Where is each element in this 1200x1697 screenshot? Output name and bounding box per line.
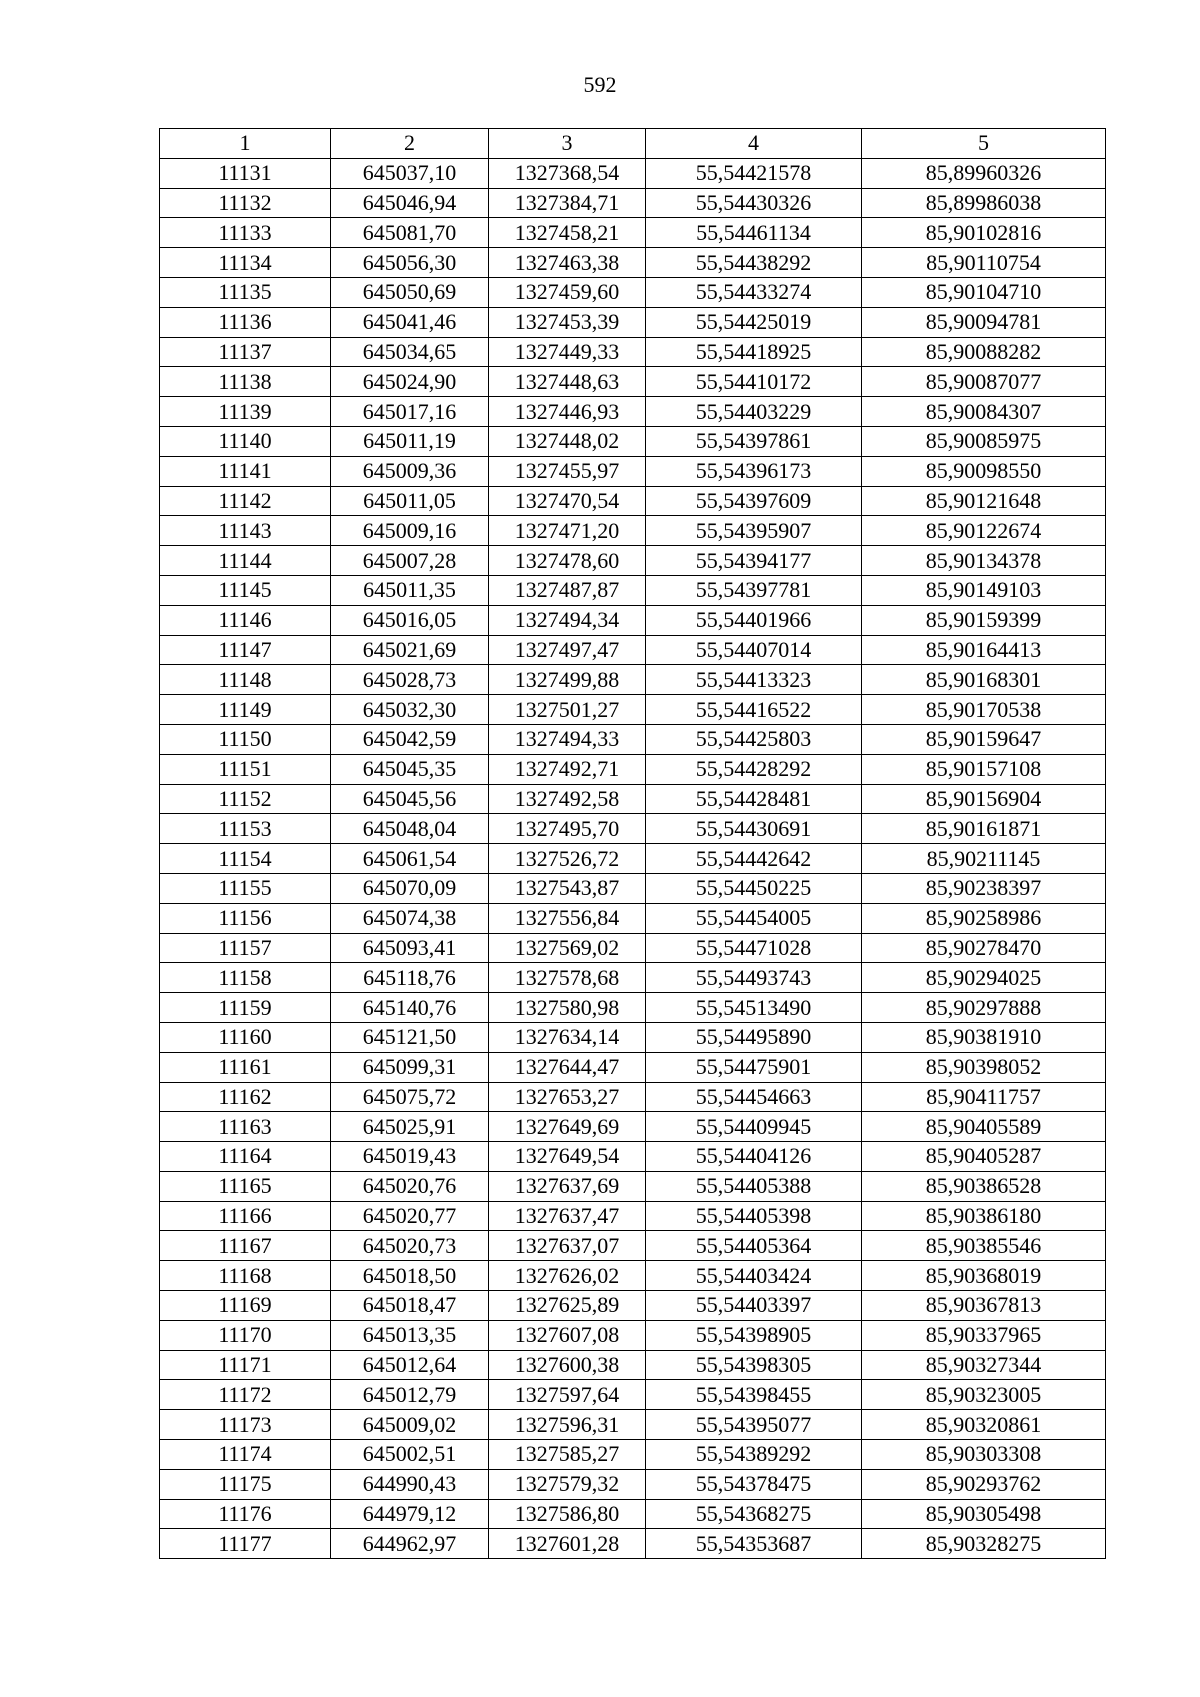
table-cell-col-1: 11167 [160, 1231, 331, 1261]
table-row [160, 307, 1106, 337]
table-cell-col-1: 11169 [160, 1291, 331, 1321]
table-cell-col-3: 1327637,69 [489, 1171, 646, 1201]
table-cell-col-3: 1327470,54 [489, 486, 646, 516]
table-cell-col-2: 645037,10 [331, 158, 489, 188]
table-cell-col-3: 1327492,71 [489, 754, 646, 784]
table-cell-col-5: 85,90411757 [862, 1082, 1106, 1112]
table-row [160, 277, 1106, 307]
table-cell-col-3: 1327368,54 [489, 158, 646, 188]
table-cell-col-4: 55,54513490 [646, 993, 862, 1023]
table-cell-col-5: 85,90157108 [862, 754, 1106, 784]
table-row [160, 1171, 1106, 1201]
table-cell-col-4: 55,54405364 [646, 1231, 862, 1261]
table-cell-col-4: 55,54495890 [646, 1022, 862, 1052]
table-cell-col-2: 645041,46 [331, 307, 489, 337]
table-cell-col-4: 55,54405398 [646, 1201, 862, 1231]
table-cell-col-4: 55,54425803 [646, 724, 862, 754]
table-cell-col-4: 55,54403424 [646, 1261, 862, 1291]
table-row [160, 456, 1106, 486]
table-cell-col-4: 55,54396173 [646, 456, 862, 486]
table-cell-col-2: 645032,30 [331, 695, 489, 725]
table-cell-col-1: 11157 [160, 933, 331, 963]
table-body [160, 158, 1106, 1558]
table-cell-col-3: 1327634,14 [489, 1022, 646, 1052]
table-row [160, 605, 1106, 635]
table-cell-col-5: 85,89960326 [862, 158, 1106, 188]
table-cell-col-4: 55,54493743 [646, 963, 862, 993]
table-cell-col-5: 85,90211145 [862, 844, 1106, 874]
table-cell-col-1: 11159 [160, 993, 331, 1023]
table-cell-col-1: 11174 [160, 1440, 331, 1470]
table-cell-col-1: 11152 [160, 784, 331, 814]
table-cell-col-5: 85,90104710 [862, 277, 1106, 307]
table-cell-col-5: 85,90398052 [862, 1052, 1106, 1082]
table-cell-col-2: 645009,16 [331, 516, 489, 546]
table-cell-col-1: 11158 [160, 963, 331, 993]
table-cell-col-4: 55,54394177 [646, 546, 862, 576]
table-cell-col-1: 11172 [160, 1380, 331, 1410]
table-cell-col-5: 85,90085975 [862, 426, 1106, 456]
table-cell-col-4: 55,54398905 [646, 1320, 862, 1350]
table-cell-col-4: 55,54409945 [646, 1112, 862, 1142]
table-cell-col-2: 645118,76 [331, 963, 489, 993]
table-cell-col-5: 85,89986038 [862, 188, 1106, 218]
column-header-1: 1 [160, 129, 331, 159]
table-cell-col-2: 645048,04 [331, 814, 489, 844]
table-cell-col-1: 11149 [160, 695, 331, 725]
table-row [160, 1410, 1106, 1440]
table-cell-col-2: 645017,16 [331, 397, 489, 427]
table-cell-col-4: 55,54405388 [646, 1171, 862, 1201]
table-row [160, 635, 1106, 665]
table-cell-col-1: 11171 [160, 1350, 331, 1380]
table-cell-col-4: 55,54397781 [646, 575, 862, 605]
table-cell-col-3: 1327471,20 [489, 516, 646, 546]
table-cell-col-3: 1327607,08 [489, 1320, 646, 1350]
table-cell-col-5: 85,90328275 [862, 1529, 1106, 1559]
table-cell-col-3: 1327448,02 [489, 426, 646, 456]
column-header-2: 2 [331, 129, 489, 159]
table-cell-col-4: 55,54410172 [646, 367, 862, 397]
table-cell-col-4: 55,54454005 [646, 903, 862, 933]
table-row [160, 1082, 1106, 1112]
table-row [160, 1291, 1106, 1321]
table-cell-col-3: 1327569,02 [489, 933, 646, 963]
table-cell-col-3: 1327543,87 [489, 873, 646, 903]
table-cell-col-1: 11168 [160, 1261, 331, 1291]
table-cell-col-5: 85,90294025 [862, 963, 1106, 993]
table-cell-col-2: 645002,51 [331, 1440, 489, 1470]
column-header-4: 4 [646, 129, 862, 159]
table-cell-col-4: 55,54353687 [646, 1529, 862, 1559]
table-cell-col-3: 1327492,58 [489, 784, 646, 814]
table-cell-col-1: 11166 [160, 1201, 331, 1231]
table-cell-col-2: 645016,05 [331, 605, 489, 635]
table-cell-col-5: 85,90149103 [862, 575, 1106, 605]
table-cell-col-1: 11138 [160, 367, 331, 397]
table-cell-col-3: 1327585,27 [489, 1440, 646, 1470]
table-cell-col-5: 85,90084307 [862, 397, 1106, 427]
table-row [160, 993, 1106, 1023]
column-header-5: 5 [862, 129, 1106, 159]
table-cell-col-5: 85,90156904 [862, 784, 1106, 814]
table-cell-col-2: 645075,72 [331, 1082, 489, 1112]
table-row [160, 1350, 1106, 1380]
table-cell-col-2: 644962,97 [331, 1529, 489, 1559]
table-cell-col-2: 645140,76 [331, 993, 489, 1023]
table-cell-col-5: 85,90168301 [862, 665, 1106, 695]
table-cell-col-5: 85,90102816 [862, 218, 1106, 248]
table-cell-col-3: 1327487,87 [489, 575, 646, 605]
table-cell-col-1: 11137 [160, 337, 331, 367]
table-cell-col-3: 1327494,34 [489, 605, 646, 635]
table-cell-col-4: 55,54395907 [646, 516, 862, 546]
table-cell-col-2: 645034,65 [331, 337, 489, 367]
table-cell-col-4: 55,54461134 [646, 218, 862, 248]
table-cell-col-4: 55,54438292 [646, 248, 862, 278]
table-cell-col-5: 85,90088282 [862, 337, 1106, 367]
table-cell-col-3: 1327653,27 [489, 1082, 646, 1112]
table-cell-col-1: 11136 [160, 307, 331, 337]
table-cell-col-2: 645009,36 [331, 456, 489, 486]
table-cell-col-5: 85,90337965 [862, 1320, 1106, 1350]
table-cell-col-4: 55,54433274 [646, 277, 862, 307]
table-cell-col-5: 85,90094781 [862, 307, 1106, 337]
table-cell-col-5: 85,90238397 [862, 873, 1106, 903]
table-cell-col-2: 645028,73 [331, 665, 489, 695]
table-row [160, 397, 1106, 427]
table-cell-col-1: 11156 [160, 903, 331, 933]
table-cell-col-1: 11163 [160, 1112, 331, 1142]
table-cell-col-2: 645012,64 [331, 1350, 489, 1380]
table-row [160, 963, 1106, 993]
header-row [160, 129, 1106, 159]
table-cell-col-4: 55,54418925 [646, 337, 862, 367]
table-cell-col-1: 11162 [160, 1082, 331, 1112]
table-cell-col-4: 55,54416522 [646, 695, 862, 725]
table-cell-col-5: 85,90303308 [862, 1440, 1106, 1470]
table-cell-col-2: 645050,69 [331, 277, 489, 307]
table-cell-col-2: 645045,56 [331, 784, 489, 814]
table-cell-col-2: 645042,59 [331, 724, 489, 754]
table-cell-col-1: 11141 [160, 456, 331, 486]
table-cell-col-3: 1327494,33 [489, 724, 646, 754]
table-row [160, 1529, 1106, 1559]
table-cell-col-5: 85,90121648 [862, 486, 1106, 516]
table-cell-col-4: 55,54428292 [646, 754, 862, 784]
table-cell-col-5: 85,90134378 [862, 546, 1106, 576]
table-cell-col-4: 55,54397861 [646, 426, 862, 456]
table-cell-col-3: 1327497,47 [489, 635, 646, 665]
table-row [160, 218, 1106, 248]
table-row [160, 1440, 1106, 1470]
table-cell-col-2: 645021,69 [331, 635, 489, 665]
table-cell-col-2: 645012,79 [331, 1380, 489, 1410]
table-cell-col-3: 1327501,27 [489, 695, 646, 725]
table-cell-col-4: 55,54450225 [646, 873, 862, 903]
table-row [160, 1022, 1106, 1052]
table-cell-col-1: 11145 [160, 575, 331, 605]
table-row [160, 486, 1106, 516]
table-cell-col-1: 11151 [160, 754, 331, 784]
table-cell-col-4: 55,54401966 [646, 605, 862, 635]
table-cell-col-5: 85,90323005 [862, 1380, 1106, 1410]
table-cell-col-4: 55,54395077 [646, 1410, 862, 1440]
table-cell-col-5: 85,90367813 [862, 1291, 1106, 1321]
table-row [160, 1469, 1106, 1499]
table-cell-col-4: 55,54389292 [646, 1440, 862, 1470]
table-row [160, 426, 1106, 456]
table-row [160, 248, 1106, 278]
table-cell-col-5: 85,90405589 [862, 1112, 1106, 1142]
table-cell-col-4: 55,54398455 [646, 1380, 862, 1410]
table-row [160, 516, 1106, 546]
table-cell-col-5: 85,90297888 [862, 993, 1106, 1023]
table-cell-col-2: 645007,28 [331, 546, 489, 576]
table-cell-col-1: 11135 [160, 277, 331, 307]
table-cell-col-2: 645018,47 [331, 1291, 489, 1321]
table-cell-col-1: 11155 [160, 873, 331, 903]
table-row [160, 158, 1106, 188]
table-cell-col-3: 1327495,70 [489, 814, 646, 844]
table-row [160, 367, 1106, 397]
table-cell-col-4: 55,54398305 [646, 1350, 862, 1380]
table-cell-col-5: 85,90122674 [862, 516, 1106, 546]
table-cell-col-5: 85,90159647 [862, 724, 1106, 754]
table-cell-col-1: 11140 [160, 426, 331, 456]
table-cell-col-2: 645019,43 [331, 1142, 489, 1172]
table-cell-col-5: 85,90278470 [862, 933, 1106, 963]
table-cell-col-3: 1327453,39 [489, 307, 646, 337]
table-cell-col-4: 55,54471028 [646, 933, 862, 963]
table-cell-col-4: 55,54403229 [646, 397, 862, 427]
table-row [160, 337, 1106, 367]
table-cell-col-2: 645046,94 [331, 188, 489, 218]
table-cell-col-4: 55,54368275 [646, 1499, 862, 1529]
table-cell-col-5: 85,90385546 [862, 1231, 1106, 1261]
table-row [160, 903, 1106, 933]
table-cell-col-3: 1327478,60 [489, 546, 646, 576]
table-cell-col-3: 1327586,80 [489, 1499, 646, 1529]
table-cell-col-4: 55,54413323 [646, 665, 862, 695]
table-cell-col-1: 11131 [160, 158, 331, 188]
table-cell-col-4: 55,54475901 [646, 1052, 862, 1082]
table-cell-col-4: 55,54397609 [646, 486, 862, 516]
table-cell-col-1: 11177 [160, 1529, 331, 1559]
table-cell-col-1: 11176 [160, 1499, 331, 1529]
table-cell-col-2: 645011,05 [331, 486, 489, 516]
table-cell-col-3: 1327601,28 [489, 1529, 646, 1559]
coordinates-table [159, 128, 1106, 1559]
table-cell-col-5: 85,90159399 [862, 605, 1106, 635]
table-cell-col-5: 85,90110754 [862, 248, 1106, 278]
table-cell-col-2: 645081,70 [331, 218, 489, 248]
table-cell-col-1: 11175 [160, 1469, 331, 1499]
table-row [160, 784, 1106, 814]
table-cell-col-2: 645074,38 [331, 903, 489, 933]
table-cell-col-2: 645020,77 [331, 1201, 489, 1231]
table-cell-col-3: 1327455,97 [489, 456, 646, 486]
table-cell-col-5: 85,90305498 [862, 1499, 1106, 1529]
table-cell-col-1: 11161 [160, 1052, 331, 1082]
table-row [160, 754, 1106, 784]
table-cell-col-1: 11173 [160, 1410, 331, 1440]
table-cell-col-4: 55,54403397 [646, 1291, 862, 1321]
table-header [160, 129, 1106, 159]
table-row [160, 814, 1106, 844]
table-cell-col-2: 645056,30 [331, 248, 489, 278]
table-cell-col-1: 11146 [160, 605, 331, 635]
table-cell-col-5: 85,90368019 [862, 1261, 1106, 1291]
table-cell-col-2: 645020,73 [331, 1231, 489, 1261]
table-row [160, 1261, 1106, 1291]
table-row [160, 575, 1106, 605]
table-cell-col-2: 645009,02 [331, 1410, 489, 1440]
table-cell-col-3: 1327526,72 [489, 844, 646, 874]
table-cell-col-1: 11139 [160, 397, 331, 427]
table-cell-col-3: 1327597,64 [489, 1380, 646, 1410]
table-cell-col-2: 645070,09 [331, 873, 489, 903]
table-cell-col-5: 85,90161871 [862, 814, 1106, 844]
table-cell-col-4: 55,54404126 [646, 1142, 862, 1172]
table-cell-col-4: 55,54421578 [646, 158, 862, 188]
table-cell-col-3: 1327626,02 [489, 1261, 646, 1291]
table-cell-col-2: 645020,76 [331, 1171, 489, 1201]
table-cell-col-4: 55,54407014 [646, 635, 862, 665]
table-cell-col-5: 85,90381910 [862, 1022, 1106, 1052]
table-cell-col-3: 1327637,47 [489, 1201, 646, 1231]
table-cell-col-2: 645011,35 [331, 575, 489, 605]
table-row [160, 1231, 1106, 1261]
table-cell-col-1: 11144 [160, 546, 331, 576]
table-cell-col-5: 85,90164413 [862, 635, 1106, 665]
table-cell-col-3: 1327596,31 [489, 1410, 646, 1440]
table-cell-col-3: 1327579,32 [489, 1469, 646, 1499]
table-cell-col-1: 11165 [160, 1171, 331, 1201]
table-cell-col-5: 85,90293762 [862, 1469, 1106, 1499]
table-row [160, 1499, 1106, 1529]
table-cell-col-5: 85,90170538 [862, 695, 1106, 725]
table-cell-col-1: 11143 [160, 516, 331, 546]
table-cell-col-2: 645018,50 [331, 1261, 489, 1291]
table-cell-col-2: 644979,12 [331, 1499, 489, 1529]
table-cell-col-5: 85,90320861 [862, 1410, 1106, 1440]
table-cell-col-5: 85,90087077 [862, 367, 1106, 397]
table-cell-col-4: 55,54430691 [646, 814, 862, 844]
table-cell-col-1: 11164 [160, 1142, 331, 1172]
table-cell-col-3: 1327449,33 [489, 337, 646, 367]
table-row [160, 724, 1106, 754]
table-cell-col-2: 645099,31 [331, 1052, 489, 1082]
table-row [160, 1320, 1106, 1350]
table-cell-col-2: 645024,90 [331, 367, 489, 397]
table-cell-col-1: 11134 [160, 248, 331, 278]
table-cell-col-5: 85,90258986 [862, 903, 1106, 933]
table-cell-col-1: 11148 [160, 665, 331, 695]
table-cell-col-3: 1327649,54 [489, 1142, 646, 1172]
table-row [160, 873, 1106, 903]
page-number: 592 [583, 72, 617, 97]
table-cell-col-2: 645121,50 [331, 1022, 489, 1052]
table-cell-col-3: 1327644,47 [489, 1052, 646, 1082]
table-cell-col-3: 1327556,84 [489, 903, 646, 933]
table-cell-col-1: 11160 [160, 1022, 331, 1052]
table-cell-col-2: 645011,19 [331, 426, 489, 456]
table-row [160, 546, 1106, 576]
table-cell-col-3: 1327600,38 [489, 1350, 646, 1380]
table-row [160, 1112, 1106, 1142]
table-cell-col-1: 11133 [160, 218, 331, 248]
table-cell-col-3: 1327625,89 [489, 1291, 646, 1321]
table-cell-col-2: 644990,43 [331, 1469, 489, 1499]
table-cell-col-3: 1327459,60 [489, 277, 646, 307]
table-cell-col-2: 645093,41 [331, 933, 489, 963]
table-cell-col-5: 85,90098550 [862, 456, 1106, 486]
table-cell-col-1: 11132 [160, 188, 331, 218]
table-cell-col-3: 1327649,69 [489, 1112, 646, 1142]
table-cell-col-4: 55,54425019 [646, 307, 862, 337]
table-cell-col-4: 55,54378475 [646, 1469, 862, 1499]
table-cell-col-3: 1327463,38 [489, 248, 646, 278]
table-cell-col-3: 1327458,21 [489, 218, 646, 248]
table-row [160, 1380, 1106, 1410]
table-cell-col-4: 55,54454663 [646, 1082, 862, 1112]
table-cell-col-4: 55,54430326 [646, 188, 862, 218]
table-cell-col-2: 645013,35 [331, 1320, 489, 1350]
column-header-3: 3 [489, 129, 646, 159]
table-row [160, 695, 1106, 725]
table-cell-col-1: 11153 [160, 814, 331, 844]
table-cell-col-3: 1327580,98 [489, 993, 646, 1023]
table-cell-col-3: 1327499,88 [489, 665, 646, 695]
table-cell-col-5: 85,90405287 [862, 1142, 1106, 1172]
table-cell-col-2: 645045,35 [331, 754, 489, 784]
table-cell-col-4: 55,54428481 [646, 784, 862, 814]
table-row [160, 665, 1106, 695]
table-row [160, 1201, 1106, 1231]
table-cell-col-1: 11170 [160, 1320, 331, 1350]
table-cell-col-5: 85,90386528 [862, 1171, 1106, 1201]
table-cell-col-4: 55,54442642 [646, 844, 862, 874]
table-cell-col-3: 1327446,93 [489, 397, 646, 427]
table-row [160, 1052, 1106, 1082]
table-row [160, 933, 1106, 963]
table-cell-col-3: 1327578,68 [489, 963, 646, 993]
table-cell-col-1: 11150 [160, 724, 331, 754]
table-row [160, 1142, 1106, 1172]
table-row [160, 188, 1106, 218]
table-cell-col-3: 1327448,63 [489, 367, 646, 397]
table-cell-col-1: 11147 [160, 635, 331, 665]
table-cell-col-1: 11154 [160, 844, 331, 874]
table-cell-col-1: 11142 [160, 486, 331, 516]
table-cell-col-2: 645025,91 [331, 1112, 489, 1142]
table-row [160, 844, 1106, 874]
table-cell-col-3: 1327637,07 [489, 1231, 646, 1261]
table-cell-col-5: 85,90327344 [862, 1350, 1106, 1380]
table-cell-col-2: 645061,54 [331, 844, 489, 874]
table-cell-col-3: 1327384,71 [489, 188, 646, 218]
table-cell-col-5: 85,90386180 [862, 1201, 1106, 1231]
